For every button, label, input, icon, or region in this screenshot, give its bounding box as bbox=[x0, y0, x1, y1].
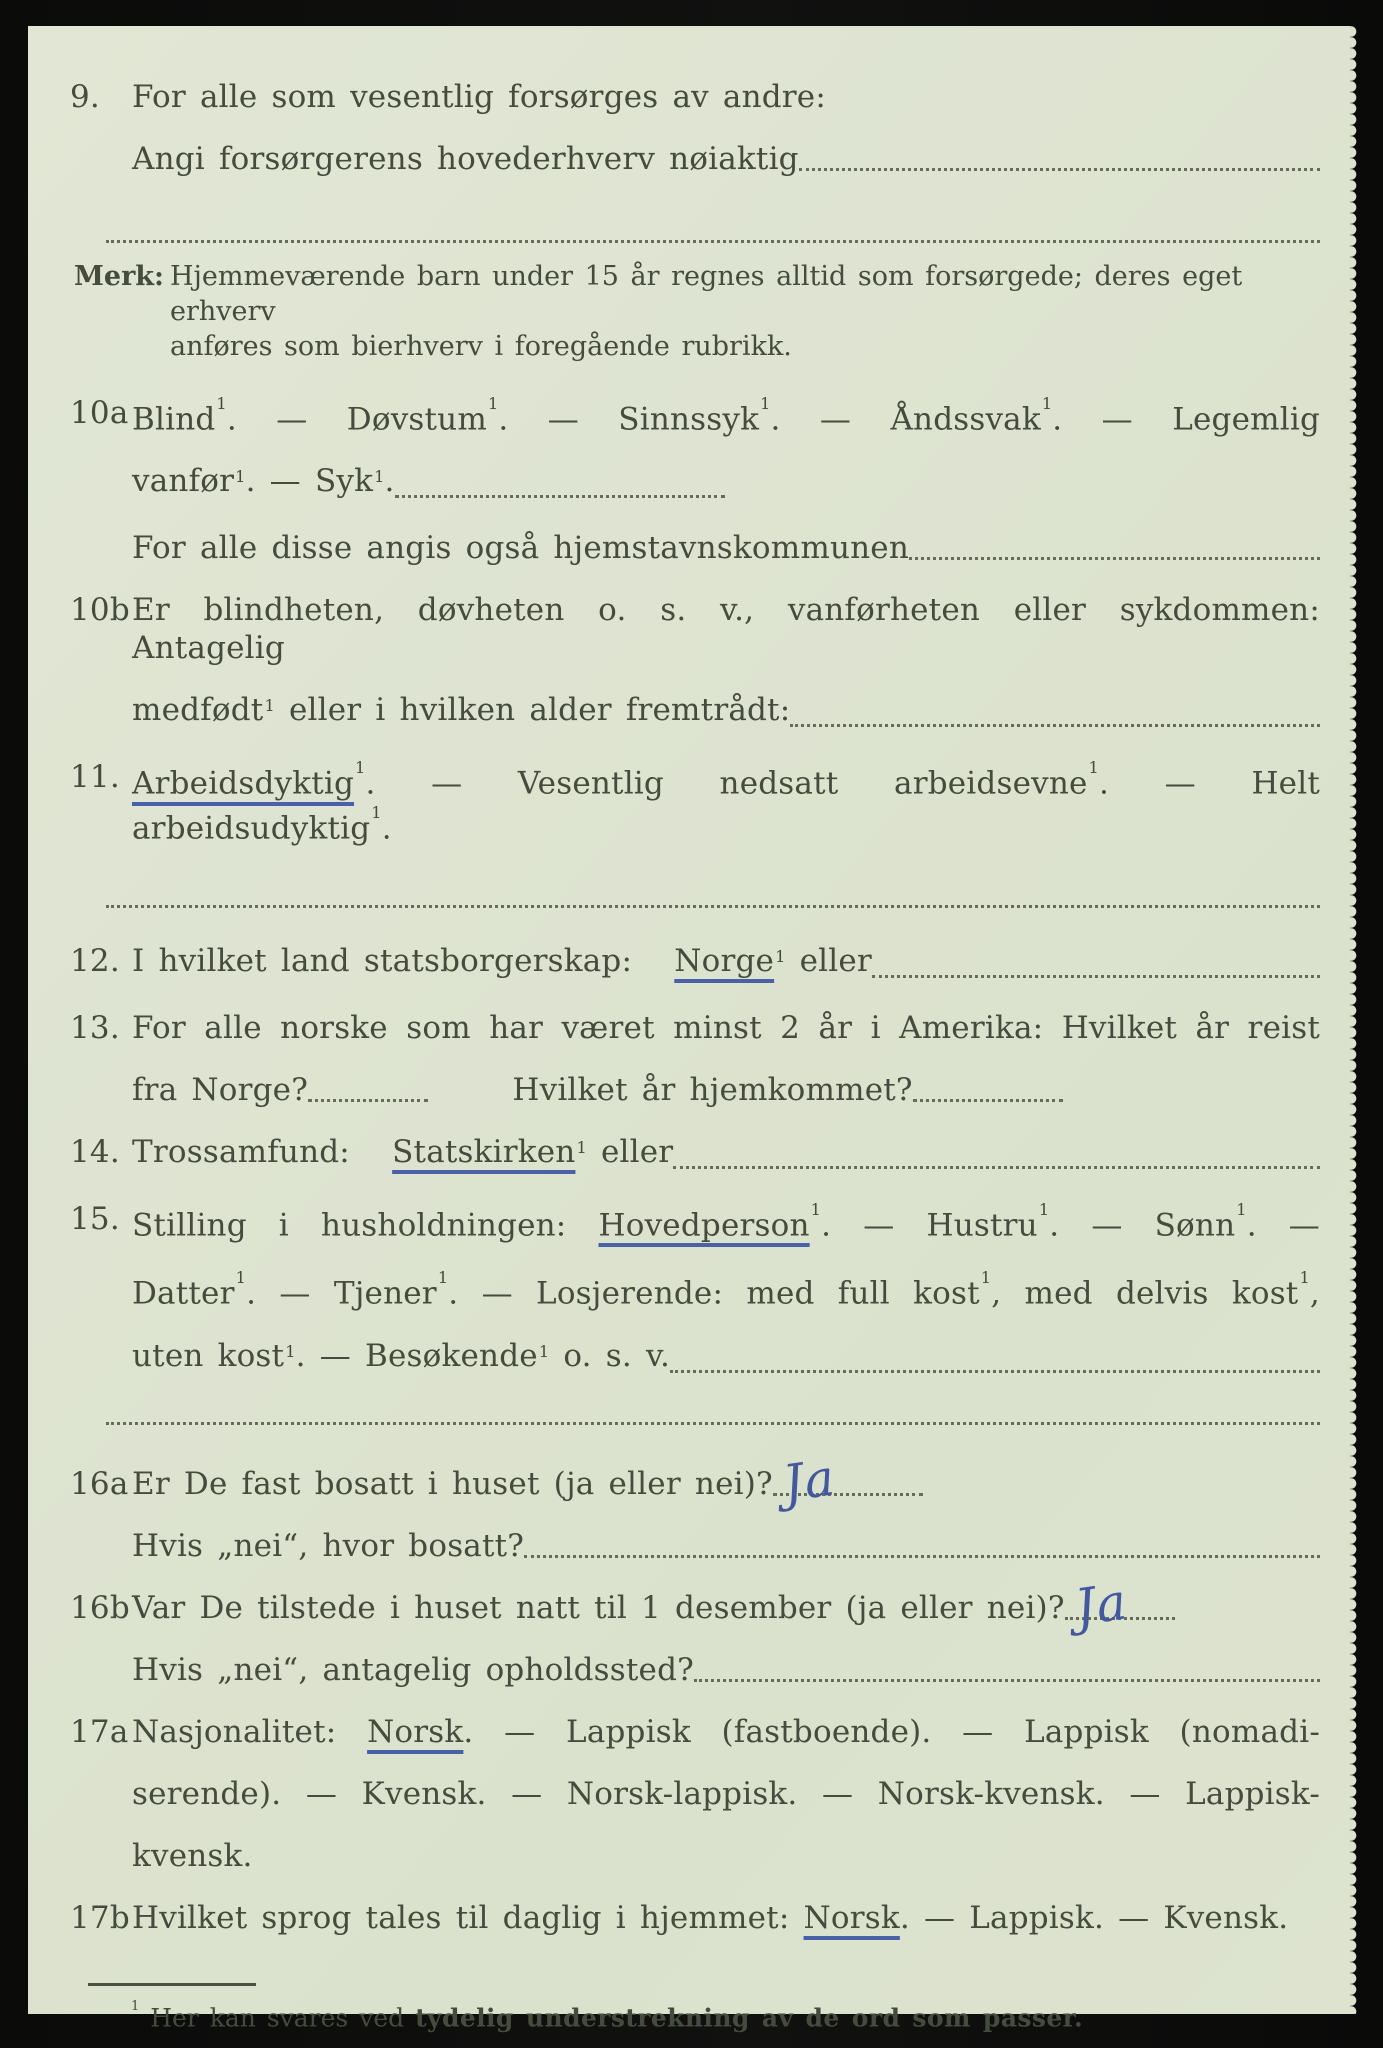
blue-underlined-word: Norge bbox=[674, 942, 775, 979]
text-run: . — Legemlig bbox=[1052, 401, 1320, 438]
text-run: Blind bbox=[132, 401, 216, 438]
question-number: 14. bbox=[70, 1133, 120, 1170]
text-run: Hvilket år hjemkommet? bbox=[428, 1071, 913, 1108]
text-run: . — Vesentlig nedsatt arbeidsevne bbox=[365, 765, 1088, 802]
text-run: . — Syk bbox=[245, 463, 374, 500]
text-run: Trossamfund: bbox=[132, 1133, 393, 1170]
text-run: . — Besøkende bbox=[295, 1337, 538, 1374]
text-run: o. s. v. bbox=[549, 1337, 671, 1374]
text-run: Angi forsørgerens hovederhverv nøiaktig bbox=[132, 141, 799, 177]
dotted-blank bbox=[909, 553, 1320, 560]
text-run: . — Hustru bbox=[821, 1207, 1038, 1244]
text-run: eller i hvilken alder fremtrådt: bbox=[274, 692, 791, 729]
question-number: 9. bbox=[70, 79, 100, 115]
census-form-page bbox=[28, 26, 1350, 2032]
question-number bbox=[70, 1337, 132, 1380]
footnote-marker: 1 bbox=[131, 1998, 140, 2014]
question-row bbox=[70, 1009, 1320, 1047]
question-row bbox=[70, 758, 1320, 847]
footnote-reference-mark: 1 bbox=[285, 1341, 296, 1361]
blue-underlined-word: Norsk bbox=[367, 1713, 464, 1750]
question-row bbox=[70, 1133, 1320, 1176]
question-number bbox=[70, 462, 132, 505]
footnote-reference-mark: 1 bbox=[775, 947, 786, 967]
dotted-blank bbox=[773, 1447, 923, 1513]
footnote-reference-mark: 1 bbox=[235, 1268, 247, 1288]
question-text bbox=[132, 1527, 1320, 1565]
blue-underlined-word: Statskirken bbox=[392, 1133, 576, 1170]
form-content bbox=[70, 78, 1320, 1937]
dotted-blank bbox=[872, 971, 1320, 978]
dotted-blank bbox=[913, 1095, 1063, 1102]
question-text bbox=[132, 394, 1320, 438]
question-text bbox=[132, 1133, 1320, 1176]
footnote-reference-mark: 1 bbox=[437, 1268, 449, 1288]
question-number bbox=[70, 1527, 132, 1565]
question-number: 10b bbox=[70, 592, 130, 629]
text-run: Er De fast bosatt i huset (ja eller nei)? bbox=[132, 1465, 773, 1502]
question-text bbox=[132, 591, 1320, 667]
text-run: , med delvis kost bbox=[991, 1275, 1299, 1312]
question-number: 13. bbox=[70, 1009, 120, 1046]
question-row-continued bbox=[70, 140, 1320, 178]
footnote-reference-mark: 1 bbox=[264, 696, 275, 716]
dotted-blank bbox=[395, 491, 725, 498]
dotted-blank bbox=[308, 1095, 428, 1102]
dotted-blank bbox=[799, 164, 1320, 171]
text-run: . — Lappisk (fastboende). — Lappisk (nomadi- bbox=[463, 1713, 1320, 1750]
footnote-reference-mark: 1 bbox=[538, 1341, 550, 1361]
footnote-rule bbox=[88, 1983, 256, 1986]
question-number bbox=[70, 1071, 132, 1109]
question-number: 16a bbox=[70, 1465, 129, 1502]
text-run: . — Åndssvak bbox=[770, 401, 1041, 438]
answer-blank-line bbox=[106, 236, 1320, 243]
text-run: For alle disse angis også hjemstavnskommunen bbox=[132, 530, 909, 567]
text-run: Stilling i husholdningen: bbox=[132, 1207, 599, 1244]
text-run: eller bbox=[586, 1133, 674, 1170]
question-text bbox=[132, 1713, 1320, 1751]
question-text bbox=[132, 1837, 1320, 1875]
question-text bbox=[132, 1071, 1320, 1109]
blue-underlined-word: Norsk bbox=[803, 1899, 900, 1936]
dotted-blank bbox=[790, 720, 1320, 727]
text-run: . — Tjener bbox=[246, 1275, 437, 1312]
footnote bbox=[130, 1998, 1320, 2034]
text-run: Nasjonalitet: bbox=[132, 1713, 368, 1750]
question-row bbox=[70, 1899, 1320, 1937]
text-run: For alle som vesentlig forsørges av andre: bbox=[132, 79, 826, 115]
footnote-reference-mark: 1 bbox=[374, 467, 385, 487]
question-text bbox=[132, 1899, 1320, 1937]
question-row bbox=[70, 1447, 1320, 1513]
question-row-continued bbox=[70, 1337, 1320, 1380]
question-row bbox=[70, 1713, 1320, 1751]
remark-note bbox=[70, 259, 1320, 364]
footnote-reference-mark: 1 bbox=[576, 1138, 587, 1158]
question-text bbox=[132, 1009, 1320, 1047]
question-number bbox=[70, 691, 132, 734]
text-run: . — Sinnssyk bbox=[498, 401, 760, 438]
perforated-edge bbox=[1350, 26, 1368, 2014]
question-row-continued bbox=[70, 691, 1320, 734]
question-row-continued bbox=[70, 1071, 1320, 1109]
dotted-blank bbox=[1065, 1571, 1175, 1637]
footnote-reference-mark: 1 bbox=[371, 802, 382, 822]
text-run: I hvilket land statsborgerskap: bbox=[132, 942, 675, 979]
text-run: serende). — Kvensk. — Norsk-lappisk. — Norsk-kvensk. — Lappisk- bbox=[132, 1775, 1320, 1812]
text-run: . bbox=[381, 809, 392, 846]
question-text bbox=[132, 462, 1320, 505]
answer-blank-line bbox=[106, 901, 1320, 908]
question-row bbox=[70, 1571, 1320, 1637]
question-row bbox=[70, 78, 1320, 116]
text-run: . — Lappisk. — Kvensk. bbox=[899, 1899, 1289, 1936]
question-number: 12. bbox=[70, 942, 120, 979]
text-run: Datter bbox=[132, 1275, 235, 1312]
handwritten-answer: Ja bbox=[779, 1447, 839, 1513]
question-text bbox=[132, 1775, 1320, 1813]
question-text bbox=[132, 78, 1320, 116]
question-number bbox=[70, 140, 132, 178]
dotted-blank bbox=[524, 1551, 1320, 1558]
question-text bbox=[132, 942, 1320, 985]
text-run: . bbox=[384, 463, 395, 500]
text-run: For alle norske som har været minst 2 år i Amerika: Hvilket år reist bbox=[132, 1009, 1320, 1046]
text-run: . — Sønn bbox=[1049, 1207, 1236, 1244]
text-run: uten kost bbox=[132, 1337, 285, 1374]
question-number bbox=[70, 1651, 132, 1689]
question-row-continued bbox=[70, 529, 1320, 567]
text-run: eller bbox=[785, 942, 872, 979]
text-run: kvensk. bbox=[132, 1837, 253, 1874]
text-run: . — bbox=[1246, 1207, 1321, 1244]
dotted-blank bbox=[673, 1162, 1320, 1169]
blue-underlined-word: Arbeidsdyktig bbox=[132, 765, 355, 802]
footnote-reference-mark: 1 bbox=[487, 394, 499, 414]
question-row bbox=[70, 394, 1320, 438]
question-row-continued bbox=[70, 1527, 1320, 1565]
question-row bbox=[70, 942, 1320, 985]
question-number: 17a bbox=[70, 1713, 129, 1750]
text-run: Er blindheten, døvheten o. s. v., vanførheten eller sykdommen: Antagelig bbox=[132, 592, 1320, 667]
footnote-reference-mark: 1 bbox=[216, 394, 227, 414]
text-run: . — Losjerende: med full kost bbox=[448, 1275, 980, 1312]
dotted-blank bbox=[694, 1675, 1320, 1682]
question-number bbox=[70, 1775, 132, 1813]
question-number bbox=[70, 1837, 132, 1875]
footnote-reference-mark: 1 bbox=[355, 758, 366, 778]
footnote-reference-mark: 1 bbox=[810, 1200, 822, 1220]
question-number: 17b bbox=[70, 1899, 130, 1936]
note-text-line: Hjemmeværende barn under 15 år regnes alltid som forsørgede; deres eget erhverv bbox=[170, 261, 1243, 327]
question-text bbox=[132, 1571, 1320, 1637]
question-number bbox=[70, 1268, 132, 1312]
question-text bbox=[132, 1651, 1320, 1689]
note-text bbox=[170, 259, 1320, 364]
question-row-continued bbox=[70, 1837, 1320, 1875]
footnote-text: Her kan svares ved bbox=[139, 2002, 416, 2032]
text-run: Var De tilstede i huset natt til 1 desember (ja eller nei)? bbox=[132, 1589, 1065, 1626]
question-number: 15. bbox=[70, 1200, 120, 1237]
question-number: 16b bbox=[70, 1589, 130, 1626]
question-text bbox=[132, 1337, 1320, 1380]
question-text bbox=[132, 140, 1320, 178]
question-text bbox=[132, 758, 1320, 847]
text-run: . — Helt arbeidsudyktig bbox=[132, 765, 1320, 846]
footnote-reference-mark: 1 bbox=[1236, 1200, 1247, 1220]
text-run: fra Norge? bbox=[132, 1071, 309, 1108]
footnote-reference-mark: 1 bbox=[1299, 1268, 1310, 1288]
question-number bbox=[70, 529, 132, 567]
question-row-continued bbox=[70, 1651, 1320, 1689]
answer-blank-line bbox=[106, 1418, 1320, 1425]
question-number: 10a bbox=[70, 395, 129, 431]
text-run: vanfør bbox=[132, 463, 235, 500]
footnote-reference-mark: 1 bbox=[1038, 1200, 1050, 1220]
dotted-blank bbox=[670, 1366, 1320, 1373]
text-run: Hvis „nei“, hvor bosatt? bbox=[132, 1527, 525, 1564]
question-number: 11. bbox=[70, 759, 120, 796]
footnote-bold-text: tydelig understrekning av de ord som passer. bbox=[415, 2002, 1084, 2032]
footnote-reference-mark: 1 bbox=[980, 1268, 992, 1288]
question-row bbox=[70, 591, 1320, 667]
question-row bbox=[70, 1200, 1320, 1244]
text-run: Hvis „nei“, antagelig opholdssted? bbox=[132, 1651, 694, 1688]
question-row-continued bbox=[70, 1775, 1320, 1813]
note-text-line: anføres som bierhverv i foregående rubrikk. bbox=[170, 331, 792, 362]
note-label: Merk: bbox=[74, 261, 164, 292]
question-text bbox=[132, 529, 1320, 567]
text-run: , bbox=[1309, 1275, 1320, 1312]
question-text bbox=[132, 1447, 1320, 1513]
blue-underlined-word: Hovedperson bbox=[598, 1207, 810, 1244]
footnote-reference-mark: 1 bbox=[1088, 758, 1099, 778]
footnote-reference-mark: 1 bbox=[760, 394, 771, 414]
question-row-continued bbox=[70, 1268, 1320, 1312]
question-text bbox=[132, 1200, 1320, 1244]
footnote-reference-mark: 1 bbox=[235, 467, 246, 487]
question-text bbox=[132, 691, 1320, 734]
footnote-reference-mark: 1 bbox=[1041, 394, 1053, 414]
text-run: medfødt bbox=[132, 692, 264, 729]
text-run: . — Døvstum bbox=[226, 401, 487, 438]
question-text bbox=[132, 1268, 1320, 1312]
question-row-continued bbox=[70, 462, 1320, 505]
text-run: Hvilket sprog tales til daglig i hjemmet: bbox=[132, 1899, 804, 1936]
handwritten-answer: Ja bbox=[1071, 1571, 1131, 1637]
